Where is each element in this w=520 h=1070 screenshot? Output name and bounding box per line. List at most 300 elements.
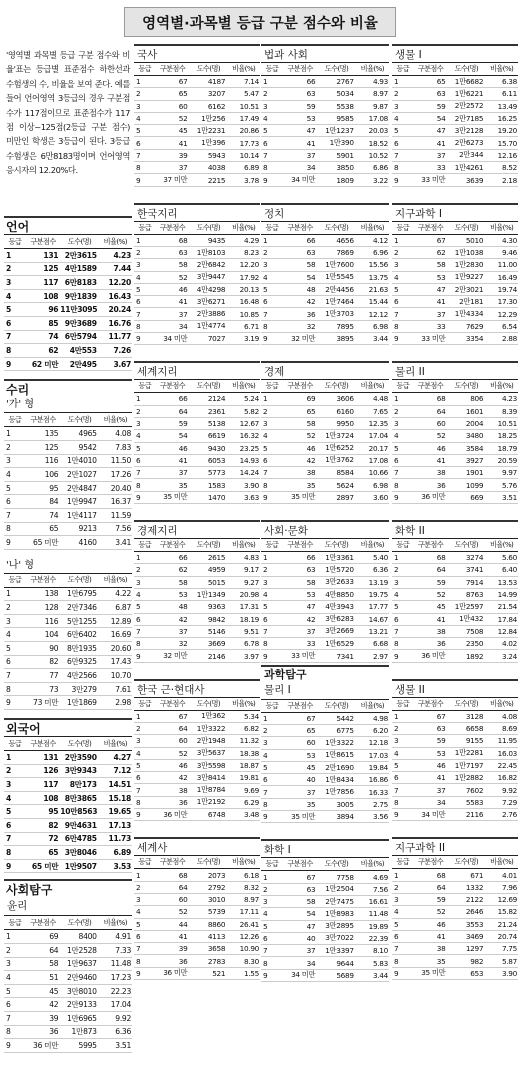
table-cell: 9 [134, 967, 155, 979]
column-header: 비율(%) [485, 221, 518, 234]
table-subject-name: 사회·문화 [261, 520, 389, 538]
table-row [134, 772, 260, 784]
table-row [4, 601, 132, 615]
table-row [134, 564, 260, 576]
table-cell: 62 [413, 246, 447, 258]
table-cell: 4656 [317, 234, 355, 246]
table-cell: 10.51 [485, 417, 518, 429]
column-header: 구분점수 [413, 380, 447, 393]
table-cell: 3만2669 [317, 625, 355, 637]
table-cell: 33 미만 [283, 650, 318, 662]
table-row [392, 454, 518, 466]
table-cell: 6.71 [227, 320, 260, 332]
table-cell: 47 [283, 125, 318, 137]
table-row [392, 650, 518, 662]
table-cell: 2만181 [447, 296, 485, 308]
table-cell: 16.49 [485, 271, 518, 283]
table-cell: 5.87 [485, 955, 518, 967]
table-row [4, 957, 132, 971]
table-cell: 5.47 [227, 88, 260, 100]
table-cell: 16.86 [356, 774, 389, 786]
table-cell: 2116 [447, 809, 485, 821]
table-cell: 65 [155, 88, 189, 100]
table-cell: 6.54 [485, 320, 518, 332]
table-cell: 2004 [447, 417, 485, 429]
table-cell: 1892 [447, 650, 485, 662]
grade-table [4, 915, 132, 1052]
table-cell: 1만4010 [60, 454, 98, 468]
table-cell: 2.76 [485, 809, 518, 821]
table-cell: 3 [134, 735, 155, 747]
table-cell: 2만1948 [189, 735, 227, 747]
table-subject-name: 윤리 [7, 900, 28, 913]
table-row [261, 798, 389, 810]
table-cell: 5 [261, 920, 283, 932]
table-cell: 5 [134, 759, 155, 771]
table-row [261, 625, 389, 637]
column-header: 등급 [134, 221, 155, 234]
table-row [261, 613, 389, 625]
table-row [134, 881, 260, 893]
table-cell: 1만6965 [60, 1011, 98, 1025]
table-cell: 3.44 [356, 969, 389, 981]
table-cell: 11.73 [99, 832, 132, 846]
table-cell: 9만3689 [60, 316, 98, 330]
table-cell: 2 [261, 564, 283, 576]
section-science: 과학탐구 [261, 665, 389, 681]
column-header: 등급 [134, 63, 155, 76]
grade-table [4, 234, 132, 371]
table-cell: 17.84 [485, 613, 518, 625]
table-cell: 17.49 [227, 112, 260, 124]
table-cell: 1 [134, 76, 155, 88]
table-cell: 4.01 [485, 869, 518, 881]
table-row [4, 655, 132, 669]
table-cell: 7508 [447, 625, 485, 637]
column-header: 구분점수 [26, 413, 61, 427]
table-cell: 10.66 [356, 467, 389, 479]
table-row [134, 137, 260, 149]
table-cell: 33 [413, 320, 447, 332]
table-cell: 53 [155, 588, 189, 600]
table-cell: 90 [26, 642, 61, 656]
table-cell: 4 [261, 430, 283, 442]
table-cell: 5 [392, 125, 413, 137]
table-cell: 16.61 [356, 895, 389, 907]
table-cell: 8 [392, 796, 413, 808]
table-row [261, 601, 389, 613]
table-row [261, 761, 389, 773]
column-header: 도수(명) [60, 573, 98, 587]
table-cell: 5995 [60, 1039, 98, 1053]
table-cell: 46 [155, 759, 189, 771]
table-cell: 8 [134, 479, 155, 491]
table-cell: 1만2882 [447, 772, 485, 784]
table-cell: 36 미만 [413, 650, 447, 662]
table-cell: 8 [134, 955, 155, 967]
table-row [392, 296, 518, 308]
column-header: 등급 [4, 235, 26, 249]
table-cell: 2783 [189, 955, 227, 967]
table-cell: 6 [392, 454, 413, 466]
table-cell: 3.44 [356, 333, 389, 345]
table-row [392, 943, 518, 955]
grade-table [261, 699, 389, 824]
table-cell: 1만396 [189, 137, 227, 149]
table-row [261, 417, 389, 429]
column-3 [261, 44, 389, 1070]
table-cell: 2.97 [356, 650, 389, 662]
table-cell: 2만1690 [317, 761, 355, 773]
table-row [261, 454, 389, 466]
table-cell: 17.31 [227, 601, 260, 613]
table-row [392, 405, 518, 417]
table-row [392, 100, 518, 112]
table-cell: 38 [413, 625, 447, 637]
table-cell: 64 [155, 405, 189, 417]
column-header: 구분점수 [283, 858, 318, 871]
table-row [392, 759, 518, 771]
table-math-na [4, 573, 132, 710]
table-cell: 7 [261, 945, 283, 957]
column-4 [392, 44, 518, 1070]
table-row [392, 149, 518, 161]
table-row [261, 774, 389, 786]
table-cell: 65 [26, 846, 61, 860]
table-cell: 3.90 [485, 967, 518, 979]
table-cell: 108 [26, 791, 61, 805]
table-cell: 17.23 [99, 971, 132, 985]
column-1 [4, 44, 132, 1070]
table-cell: 9950 [317, 417, 355, 429]
table-cell: 17.04 [99, 998, 132, 1012]
column-header: 구분점수 [155, 539, 189, 552]
table-row [261, 811, 389, 823]
table-cell: 40 [283, 774, 318, 786]
table-cell: 59 [413, 735, 447, 747]
table-cell: 35 미만 [413, 967, 447, 979]
table-cell: 1 [4, 930, 26, 944]
table-row [4, 454, 132, 468]
table-cell: 3만8414 [189, 772, 227, 784]
table-cell: 21.54 [485, 601, 518, 613]
table-cell: 20.60 [99, 642, 132, 656]
table-cell: 4187 [189, 76, 227, 88]
table-row [4, 262, 132, 276]
table-cell: 5943 [189, 149, 227, 161]
table-cell: 22.39 [356, 932, 389, 944]
table-cell: 41 [155, 454, 189, 466]
table-cell: 7.65 [356, 405, 389, 417]
table-cell: 36 [26, 1025, 61, 1039]
table-cell: 9 [261, 650, 283, 662]
table-row [134, 625, 260, 637]
table-subject-name: 생물 II [392, 679, 518, 697]
table-cell: 6.36 [99, 1025, 132, 1039]
table-cell: 6만4785 [60, 832, 98, 846]
column-header: 구분점수 [155, 856, 189, 869]
table-cell: 66 [155, 552, 189, 564]
table-cell: 3850 [317, 162, 355, 174]
table-cell: 8만173 [60, 778, 98, 792]
table-cell: 8 [261, 479, 283, 491]
table-row [392, 467, 518, 479]
table-cell: 41 [413, 137, 447, 149]
table-cell: 35 [413, 955, 447, 967]
table-cell: 38 [155, 784, 189, 796]
table-cell: 36 [413, 638, 447, 650]
table-cell: 8.52 [485, 162, 518, 174]
column-header: 도수(명) [189, 63, 227, 76]
column-header: 등급 [4, 573, 26, 587]
table-cell: 10.85 [227, 308, 260, 320]
table-cell: 1만7464 [317, 296, 355, 308]
table-cell: 3.24 [485, 650, 518, 662]
table-cell: 63 [413, 722, 447, 734]
table-cell: 4 [4, 289, 26, 303]
table-row [134, 809, 260, 821]
table-cell: 2.75 [356, 798, 389, 810]
grade-table [134, 697, 260, 822]
table-cell: 22.23 [99, 984, 132, 998]
table-cell: 11.95 [485, 735, 518, 747]
table-subject-name: 국사 [134, 44, 260, 62]
table-cell: 9 [392, 650, 413, 662]
table-cell: 8 [4, 344, 26, 358]
table-cell: 37 [155, 625, 189, 637]
table-subject-name: 물리 II [392, 361, 518, 379]
table-cell: 117 [26, 276, 61, 290]
table-cell: 6.11 [485, 88, 518, 100]
table-cell: 1만5720 [317, 564, 355, 576]
table-cell: 3480 [447, 430, 485, 442]
table-cell: 6 [261, 613, 283, 625]
table-cell: 3 [392, 576, 413, 588]
column-header: 비율(%) [99, 737, 132, 751]
table-cell: 3.97 [227, 650, 260, 662]
column-header: 구분점수 [283, 699, 318, 712]
table-cell: 65 [413, 76, 447, 88]
table-row [4, 1039, 132, 1053]
column-header: 비율(%) [99, 573, 132, 587]
table-cell: 14.24 [227, 467, 260, 479]
table-cell: 4 [261, 749, 283, 761]
table-row [392, 308, 518, 320]
table-cell: 1332 [447, 881, 485, 893]
table-cell: 1만1869 [60, 696, 98, 710]
table-cell: 3만2128 [447, 125, 485, 137]
table-cell: 1만1349 [189, 588, 227, 600]
section-math: 수리 [4, 379, 132, 397]
table-cell: 20.13 [227, 283, 260, 295]
table-cell: 4.93 [356, 76, 389, 88]
table-cell: 116 [26, 614, 61, 628]
table-cell: 2 [4, 943, 26, 957]
table-row [134, 784, 260, 796]
table-cell: 8 [261, 798, 283, 810]
table-cell: 1만6795 [60, 587, 98, 601]
table-cell: 39 [155, 943, 189, 955]
table-row [261, 749, 389, 761]
table-cell: 982 [447, 955, 485, 967]
table-cell: 5.40 [356, 552, 389, 564]
table-cell: 135 [26, 427, 61, 441]
table-cell: 17.08 [356, 112, 389, 124]
table-cell: 2만6273 [447, 137, 485, 149]
table-row [392, 162, 518, 174]
table-cell: 32 [155, 638, 189, 650]
table-cell: 1만390 [317, 137, 355, 149]
table-subject-name: 화학 I [261, 839, 389, 857]
table-cell: 116 [26, 454, 61, 468]
table-cell: 1 [392, 234, 413, 246]
table-cell: 6만5794 [60, 330, 98, 344]
table-cell: 35 미만 [283, 491, 318, 503]
table-cell: 3606 [317, 393, 355, 405]
table-cell: 4만4298 [189, 283, 227, 295]
table-cell: 7341 [317, 650, 355, 662]
table-cell: 41 [283, 137, 318, 149]
table-cell: 3010 [189, 893, 227, 905]
table-cell: 2만4456 [317, 283, 355, 295]
table-cell: 68 [155, 869, 189, 881]
table-biology1 [392, 44, 518, 187]
column-header: 비율(%) [356, 539, 389, 552]
table-cell: 9 [134, 650, 155, 662]
table-cell: 6 [134, 454, 155, 466]
table-row [134, 393, 260, 405]
table-cell: 3.63 [227, 491, 260, 503]
column-header: 도수(명) [447, 380, 485, 393]
table-cell: 3005 [317, 798, 355, 810]
table-cell: 65 미만 [26, 859, 61, 873]
table-cell: 46 [413, 759, 447, 771]
table-cell: 6.89 [99, 846, 132, 860]
table-cell: 3.78 [227, 174, 260, 186]
grade-table [134, 379, 260, 504]
table-cell: 1 [392, 393, 413, 405]
table-cell: 19.20 [485, 125, 518, 137]
table-cell: 74 [26, 508, 61, 522]
table-row [4, 859, 132, 873]
table-row [392, 809, 518, 821]
table-cell: 66 [283, 234, 318, 246]
table-cell: 46 [413, 442, 447, 454]
table-cell: 9 [261, 811, 283, 823]
table-cell: 9.87 [356, 100, 389, 112]
table-cell: 5.76 [485, 479, 518, 491]
table-cell: 35 [283, 479, 318, 491]
table-row [261, 969, 389, 981]
table-row [261, 957, 389, 969]
table-cell: 62 [155, 564, 189, 576]
table-subject-name: 한국지리 [134, 203, 260, 221]
table-cell: 3.22 [356, 174, 389, 186]
column-header: 도수(명) [317, 221, 355, 234]
table-cell: 41 [413, 930, 447, 942]
table-cell: 4.98 [356, 712, 389, 724]
table-cell: 5 [392, 759, 413, 771]
table-cell: 16.43 [99, 289, 132, 303]
table-cell: 2 [392, 88, 413, 100]
table-cell: 1만9637 [60, 957, 98, 971]
table-cell: 33 미만 [413, 174, 447, 186]
title-area [0, 0, 520, 44]
table-subject-name: 정치 [261, 203, 389, 221]
table-language [4, 234, 132, 371]
table-cell: 73 미만 [26, 696, 61, 710]
table-cell: 106 [26, 468, 61, 482]
table-cell: 5 [4, 481, 26, 495]
table-cell: 1만3397 [317, 945, 355, 957]
table-cell: 2.98 [99, 696, 132, 710]
table-cell: 108 [26, 289, 61, 303]
table-cell: 3만8046 [60, 846, 98, 860]
table-cell: 3354 [447, 333, 485, 345]
table-cell: 20.59 [485, 454, 518, 466]
table-cell: 37 [283, 786, 318, 798]
table-cell: 3894 [317, 811, 355, 823]
table-cell: 39 [26, 1011, 61, 1025]
table-cell: 1만4261 [447, 162, 485, 174]
table-cell: 1 [392, 552, 413, 564]
table-row [4, 495, 132, 509]
table-row [4, 805, 132, 819]
table-cell: 9 [134, 174, 155, 186]
table-cell: 6 [134, 613, 155, 625]
table-cell: 9 [261, 969, 283, 981]
table-cell: 41 [155, 137, 189, 149]
table-row [392, 710, 518, 722]
table-cell: 7 [134, 784, 155, 796]
table-cell: 5 [261, 125, 283, 137]
table-cell: 5 [261, 761, 283, 773]
table-cell: 3207 [189, 88, 227, 100]
table-row [392, 125, 518, 137]
table-cell: 7 [134, 625, 155, 637]
table-row [4, 819, 132, 833]
grade-table [392, 379, 518, 504]
column-header: 도수(명) [447, 221, 485, 234]
table-cell: 9430 [189, 442, 227, 454]
table-cell: 9 [261, 174, 283, 186]
table-cell: 3553 [447, 918, 485, 930]
table-cell: 2 [261, 246, 283, 258]
table-cell: 3 [261, 576, 283, 588]
table-row [4, 276, 132, 290]
table-cell: 13.21 [356, 625, 389, 637]
table-cell: 62 미만 [26, 357, 61, 371]
table-cell: 8860 [189, 918, 227, 930]
table-cell: 4만8850 [317, 588, 355, 600]
table-cell: 95 [26, 805, 61, 819]
table-cell: 82 [26, 655, 61, 669]
table-cell: 2만7475 [317, 895, 355, 907]
table-cell: 47 [413, 283, 447, 295]
table-cell: 9.97 [485, 467, 518, 479]
table-row [261, 908, 389, 920]
table-row [392, 772, 518, 784]
table-row [392, 747, 518, 759]
column-header: 도수(명) [317, 858, 355, 871]
table-cell: 5 [4, 805, 26, 819]
intro-paragraph: '영역별 과목별 등급 구분 점수와 비율'표는 등급별 표준점수 하한선과 수험생의 수, 비율을 보여 준다. 예를 들어 언어영역 3등급의 경우 구분점수가 117점이므로 표준점수가 117점 이상~125점(2등급 구분 점수) 미만인 학생은 3등급이 된다. 3등급 수험생은 6만8183명이며 언어영역 응시자의 12.20%다. [6, 50, 130, 176]
table-row [261, 162, 389, 174]
table-cell: 64 [155, 722, 189, 734]
table-cell: 59 [155, 417, 189, 429]
table-cell: 3469 [447, 930, 485, 942]
table-cell: 1 [4, 587, 26, 601]
